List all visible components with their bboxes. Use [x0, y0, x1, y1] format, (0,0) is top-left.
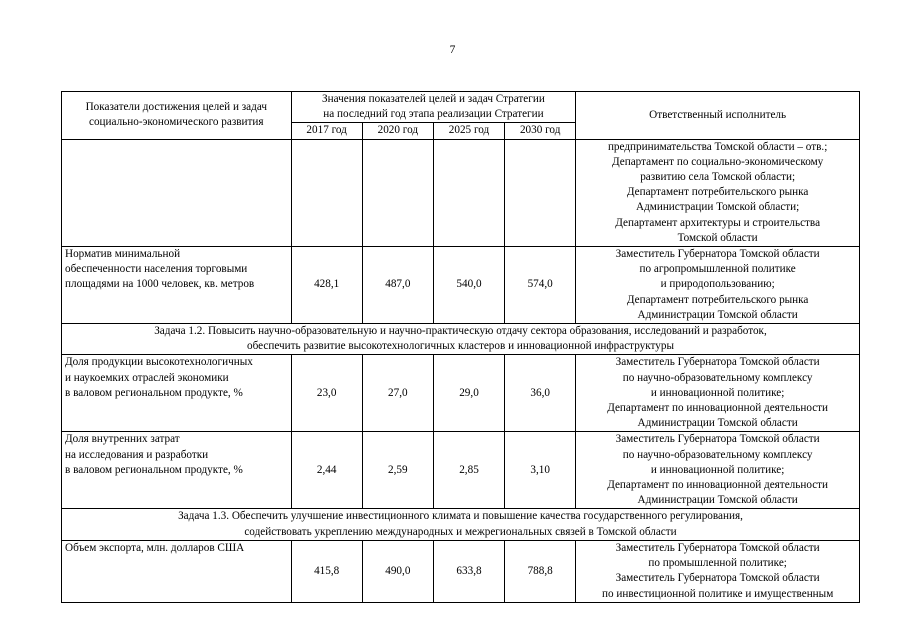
responsible-line: Департамент по инновационной деятельности: [607, 402, 829, 415]
responsible-line: по промышленной политике;: [648, 557, 787, 570]
value-2020: 2,59: [362, 432, 433, 509]
task-row: [62, 509, 860, 540]
responsible-line: Заместитель Губернатора Томской области: [615, 572, 820, 585]
indicator-line: Доля внутренних затрат: [65, 433, 180, 446]
table-row: [62, 432, 860, 509]
responsible-line: и природопользованию;: [660, 278, 775, 291]
header-values: [291, 92, 576, 123]
indicator-line: Объем экспорта, млн. долларов США: [65, 541, 245, 554]
value-2030: 788,8: [505, 540, 576, 602]
indicator-cell: [62, 540, 292, 602]
indicator-line: на исследования и разработки: [65, 448, 209, 461]
value-2025: 29,0: [433, 355, 504, 432]
header-year-2030: 2030 год: [505, 123, 576, 139]
value-2030: 3,10: [505, 432, 576, 509]
value-2017: 415,8: [291, 540, 362, 602]
responsible-cell: [576, 247, 860, 324]
indicator-cell: [62, 432, 292, 509]
responsible-line: Заместитель Губернатора Томской области: [615, 248, 820, 261]
indicator-line: Норматив минимальной: [65, 248, 181, 261]
responsible-line: по научно-образовательному комплексу: [622, 448, 813, 461]
value-cell-empty: [433, 139, 504, 246]
responsible-line: по инвестиционной политике и имущественным: [601, 587, 834, 600]
header-year-2025: 2025 год: [433, 123, 504, 139]
table-row: [62, 355, 860, 432]
responsible-line: и инновационной политике;: [650, 463, 785, 476]
indicator-line: площадями на 1000 человек, кв. метров: [65, 278, 255, 291]
task-1-2-cell: [62, 324, 860, 355]
value-2017: 23,0: [291, 355, 362, 432]
task-line: Задача 1.3. Обеспечить улучшение инвестиционного климата и повышение качества государственного регулирования,: [178, 510, 743, 523]
responsible-line: развитию села Томской области;: [640, 171, 796, 184]
indicator-line: в валовом региональном продукте, %: [65, 386, 243, 399]
responsible-line: по агропромышленной политике: [639, 263, 796, 276]
indicator-line: Доля продукции высокотехнологичных: [65, 356, 253, 369]
responsible-cell: [576, 139, 860, 246]
header-year-2017: 2017 год: [291, 123, 362, 139]
responsible-line: по научно-образовательному комплексу: [622, 371, 813, 384]
indicator-cell: [62, 355, 292, 432]
responsible-line: Администрации Томской области: [637, 308, 798, 321]
header-values-line: на последний год этапа реализации Стратегии: [323, 108, 544, 121]
responsible-line: и инновационной политике;: [650, 386, 785, 399]
value-cell-empty: [362, 139, 433, 246]
value-cell-empty: [505, 139, 576, 246]
value-2025: 540,0: [433, 247, 504, 324]
value-2030: 574,0: [505, 247, 576, 324]
header-indicators-line: Показатели достижения целей и задач: [85, 101, 267, 114]
table-header-row: [62, 92, 860, 123]
table-row: [62, 540, 860, 602]
indicator-cell-empty: [62, 139, 292, 246]
header-indicators: [62, 92, 292, 140]
task-line: обеспечить развитие высокотехнологичных кластеров и инновационной инфраструктуры: [247, 340, 674, 353]
task-line: Задача 1.2. Повысить научно-образовательную и научно-практическую отдачу сектора образования, исследований и разработок,: [154, 325, 767, 338]
responsible-line: Администрации Томской области;: [635, 201, 800, 214]
responsible-line: предпринимательства Томской области – отв.;: [607, 140, 828, 153]
task-row: [62, 324, 860, 355]
responsible-cell: [576, 355, 860, 432]
responsible-cell: [576, 540, 860, 602]
header-year-2020: 2020 год: [362, 123, 433, 139]
responsible-line: Департамент потребительского рынка: [626, 293, 809, 306]
task-line: содействовать укреплению международных и межрегиональных связей в Томской области: [244, 525, 677, 538]
value-2017: 2,44: [291, 432, 362, 509]
value-2020: 27,0: [362, 355, 433, 432]
indicator-line: в валовом региональном продукте, %: [65, 463, 243, 476]
strategy-indicators-table: [61, 91, 860, 603]
responsible-line: Департамент архитектуры и строительства: [615, 216, 821, 229]
indicator-cell: [62, 247, 292, 324]
value-2020: 487,0: [362, 247, 433, 324]
responsible-line: Администрации Томской области: [637, 417, 798, 430]
responsible-line: Томской области: [677, 231, 758, 244]
responsible-line: Заместитель Губернатора Томской области: [615, 356, 820, 369]
value-2025: 2,85: [433, 432, 504, 509]
responsible-line: Заместитель Губернатора Томской области: [615, 541, 820, 554]
value-2030: 36,0: [505, 355, 576, 432]
responsible-cell: [576, 432, 860, 509]
responsible-line: Департамент по социально-экономическому: [612, 155, 824, 168]
responsible-line: Администрации Томской области: [637, 494, 798, 507]
responsible-line: Заместитель Губернатора Томской области: [615, 433, 820, 446]
table-row: [62, 247, 860, 324]
value-cell-empty: [291, 139, 362, 246]
responsible-line: Департамент по инновационной деятельности: [607, 479, 829, 492]
value-2017: 428,1: [291, 247, 362, 324]
header-responsible: Ответственный исполнитель: [576, 92, 860, 140]
responsible-line: Департамент потребительского рынка: [626, 186, 809, 199]
task-1-3-cell: [62, 509, 860, 540]
header-values-line: Значения показателей целей и задач Стратегии: [322, 93, 545, 105]
indicator-line: обеспеченности населения торговыми: [65, 263, 248, 276]
indicator-line: и наукоемких отраслей экономики: [65, 371, 229, 384]
header-indicators-line: социально-экономического развития: [89, 116, 264, 129]
table-row: [62, 139, 860, 246]
value-2025: 633,8: [433, 540, 504, 602]
page-number: 7: [449, 44, 456, 56]
value-2020: 490,0: [362, 540, 433, 602]
